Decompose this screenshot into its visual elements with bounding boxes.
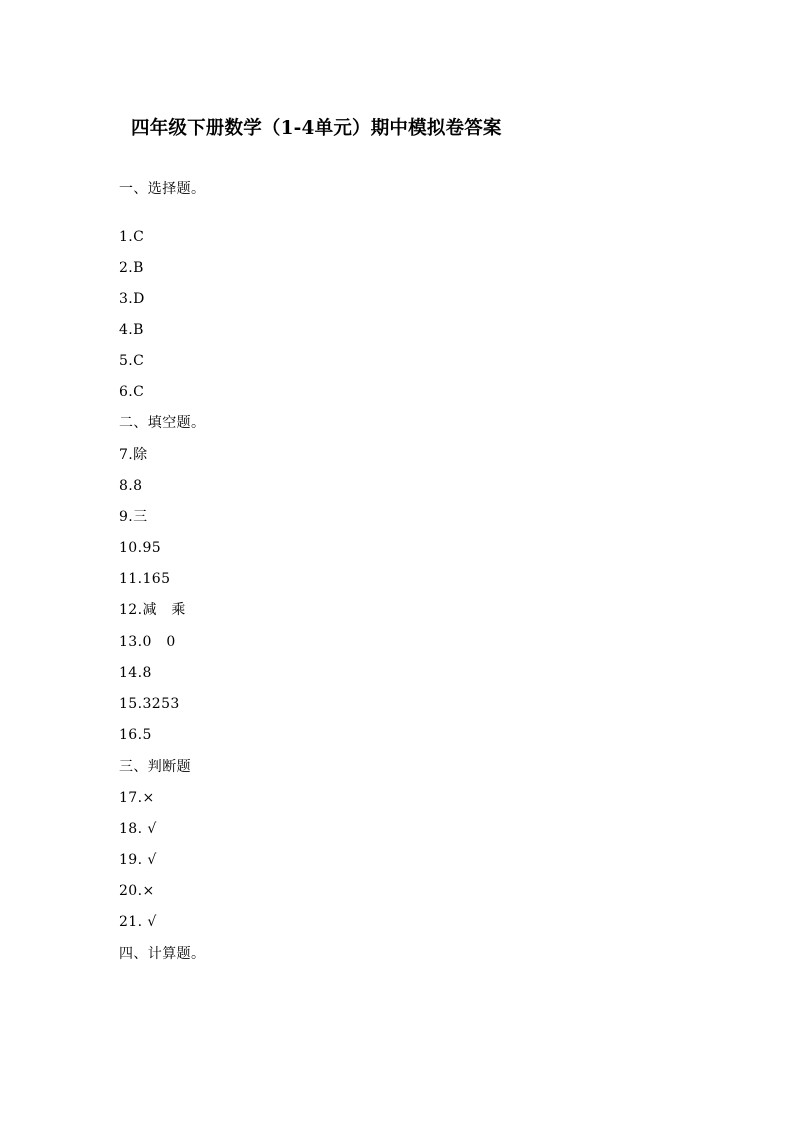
section-heading-choice: 一、选择题。 xyxy=(119,181,206,197)
answer-line: 10.95 xyxy=(119,540,162,556)
answer-line: 5.C xyxy=(119,353,145,369)
answer-line: 21. √ xyxy=(119,914,157,930)
answer-line: 3.D xyxy=(119,291,145,307)
answer-line: 11.165 xyxy=(119,571,171,587)
document-title: 四年级下册数学（1-4单元）期中模拟卷答案 xyxy=(131,118,502,139)
answer-line: 12.减 乘 xyxy=(119,602,186,618)
answer-line: 14.8 xyxy=(119,665,152,681)
answer-line: 7.除 xyxy=(119,447,148,463)
answer-line: 9.三 xyxy=(119,509,148,525)
section-heading-calc: 四、计算题。 xyxy=(119,946,206,962)
answer-line: 13.0 0 xyxy=(119,634,176,650)
answer-line: 1.C xyxy=(119,229,145,245)
answer-line: 20.× xyxy=(119,883,155,899)
answer-line: 18. √ xyxy=(119,821,157,837)
answer-line: 2.B xyxy=(119,260,144,276)
answer-line: 15.3253 xyxy=(119,696,180,712)
answer-line: 17.× xyxy=(119,790,155,806)
answer-line: 4.B xyxy=(119,322,144,338)
section-heading-judge: 三、判断题 xyxy=(119,759,191,775)
answer-line: 19. √ xyxy=(119,852,157,868)
section-heading-fill: 二、填空题。 xyxy=(119,415,206,431)
answer-line: 16.5 xyxy=(119,727,152,743)
answer-line: 6.C xyxy=(119,384,145,400)
answer-line: 8.8 xyxy=(119,478,143,494)
